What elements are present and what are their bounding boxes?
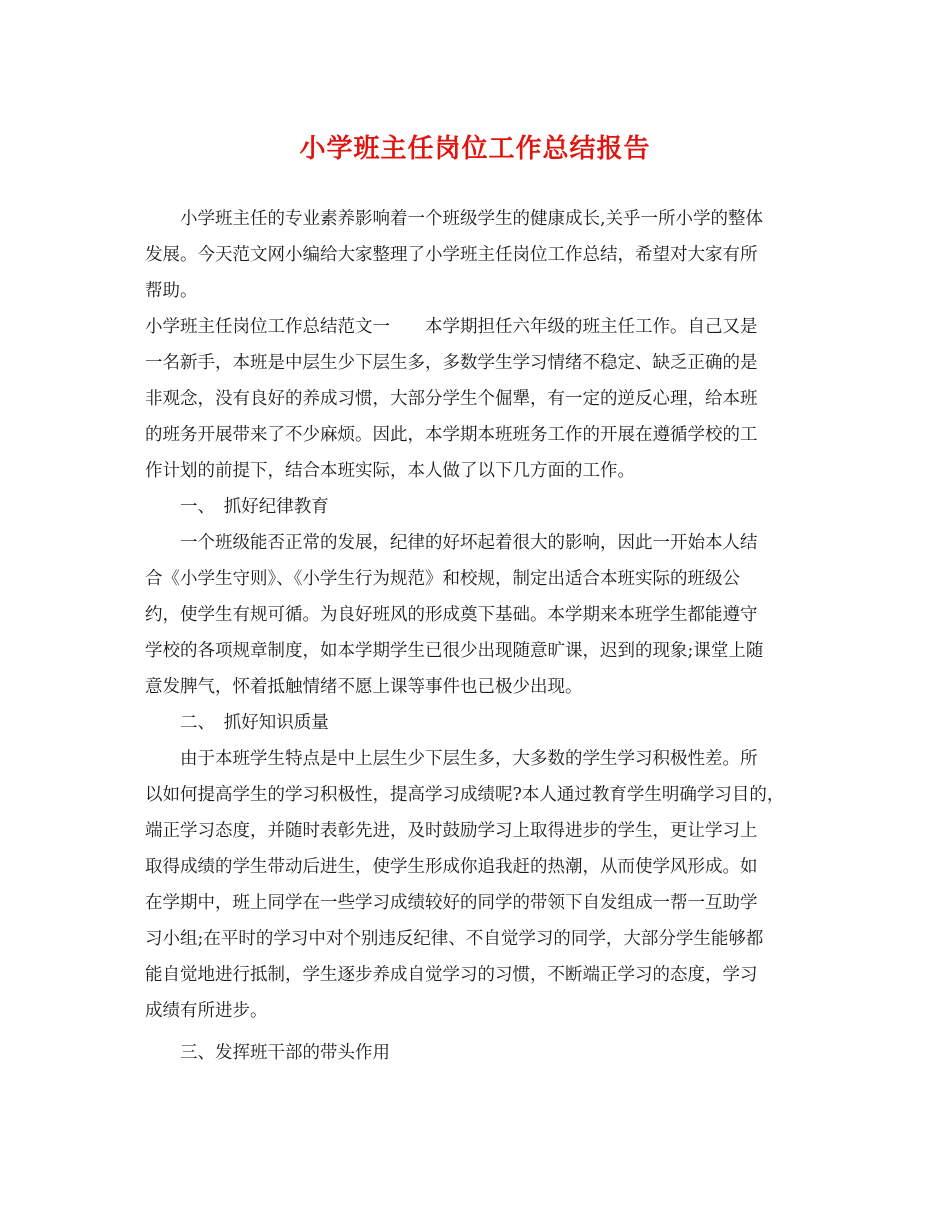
paragraph-line: 帮助。 <box>145 281 198 301</box>
section-heading: 二、 抓好知识质量 <box>180 713 329 733</box>
paragraph-line: 意发脾气，怀着抵触情绪不愿上课等事件也已极少出现。 <box>145 677 583 697</box>
paragraph-line: 的班务开展带来了不少麻烦。因此，本学期本班班务工作的开展在遵循学校的工 <box>145 425 758 445</box>
paragraph-line: 在学期中，班上同学在一些学习成绩较好的同学的带领下自发组成一帮一互助学 <box>145 893 758 913</box>
paragraph-line: 端正学习态度，并随时表彰先进，及时鼓励学习上取得进步的学生，更让学习上 <box>145 821 758 841</box>
paragraph-line: 以如何提高学生的学习积极性，提高学习成绩呢?本人通过教育学生明确学习目的， <box>145 785 785 805</box>
paragraph-line: 取得成绩的学生带动后进生，使学生形成你追我赶的热潮，从而使学风形成。如 <box>145 857 758 877</box>
paragraph-line: 学校的各项规章制度，如本学期学生已很少出现随意旷课，迟到的现象;课堂上随 <box>145 641 764 661</box>
paragraph-line: 合《小学生守则》、《小学生行为规范》和校规，制定出适合本班实际的班级公 <box>145 569 740 589</box>
section-heading: 一、 抓好纪律教育 <box>180 497 329 517</box>
paragraph-line: 作计划的前提下，结合本班实际，本人做了以下几方面的工作。 <box>145 461 635 481</box>
paragraph-line: 成绩有所进步。 <box>145 1001 268 1021</box>
paragraph-line: 一个班级能否正常的发展，纪律的好坏起着很大的影响，因此一开始本人结 <box>180 533 758 553</box>
document-title: 小学班主任岗位工作总结报告 <box>299 134 651 164</box>
section-heading: 三、发挥班干部的带头作用 <box>180 1043 390 1063</box>
paragraph-line: 习小组;在平时的学习中对个别违反纪律、不自觉学习的同学，大部分学生能够都 <box>145 929 764 949</box>
paragraph-line: 约，使学生有规可循。为良好班风的形成奠下基础。本学期来本班学生都能遵守 <box>145 605 758 625</box>
paragraph-line: 能自觉地进行抵制，学生逐步养成自觉学习的习惯，不断端正学习的态度，学习 <box>145 965 758 985</box>
paragraph-line: 小学班主任的专业素养影响着一个班级学生的健康成长,关乎一所小学的整体 <box>180 209 764 229</box>
paragraph-line: 发展。今天范文网小编给大家整理了小学班主任岗位工作总结，希望对大家有所 <box>145 245 758 265</box>
paragraph-line: 小学班主任岗位工作总结范文一 本学期担任六年级的班主任工作。自己又是 <box>145 317 758 337</box>
paragraph-line: 一名新手，本班是中层生少下层生多，多数学生学习情绪不稳定、缺乏正确的是 <box>145 353 758 373</box>
paragraph-line: 非观念，没有良好的养成习惯，大部分学生个倔犟，有一定的逆反心理，给本班 <box>145 389 758 409</box>
paragraph-line: 由于本班学生特点是中上层生少下层生多，大多数的学生学习积极性差。所 <box>180 749 758 769</box>
